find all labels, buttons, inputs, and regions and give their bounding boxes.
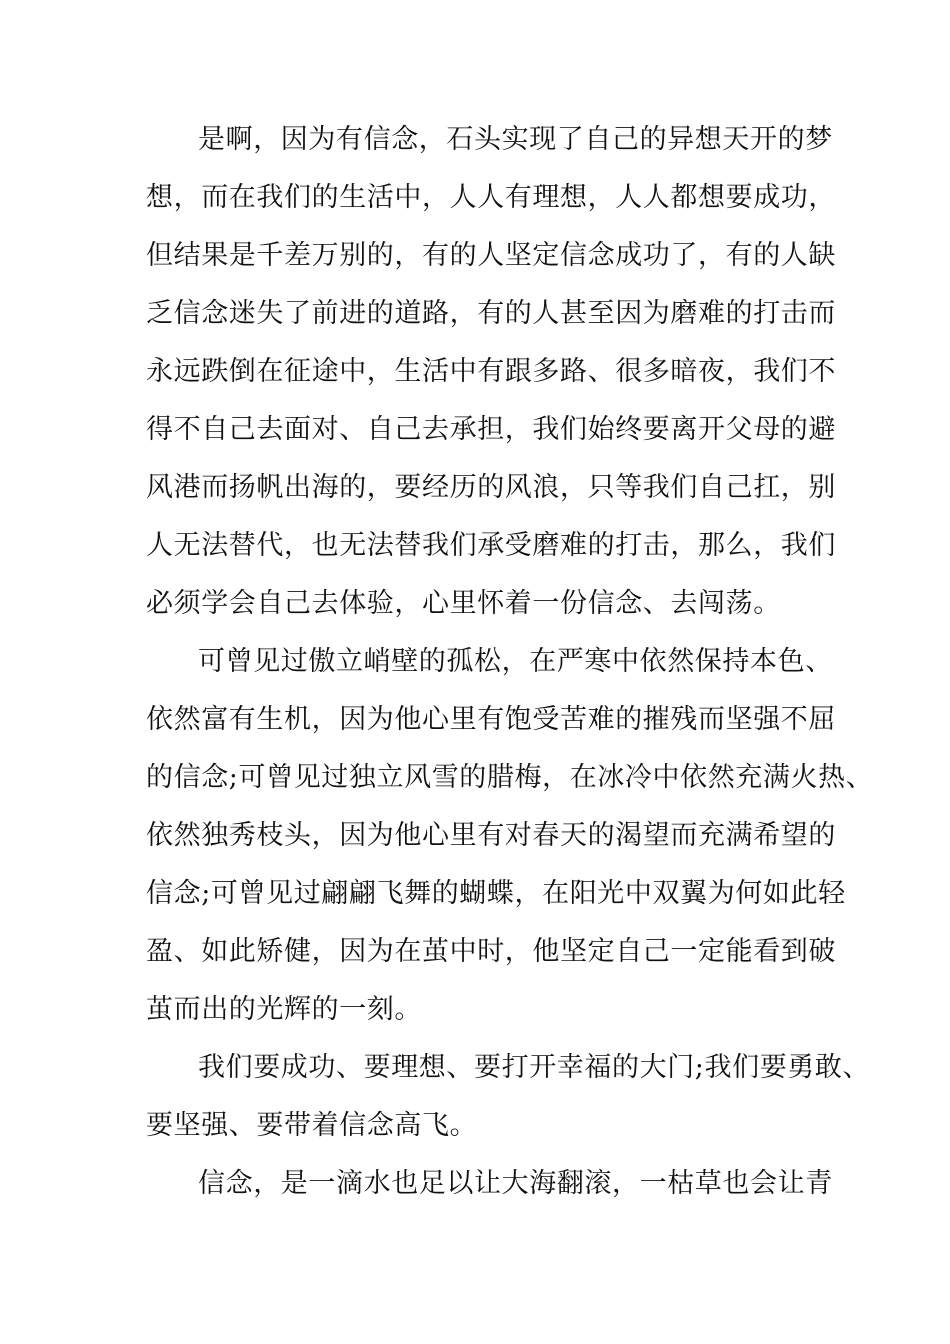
paragraph-4-line-1: 信念，是一滴水也足以让大海翻滚，一枯草也会让青 bbox=[198, 1168, 833, 1199]
paragraph-3-line-2: 要坚强、要带着信念高飞。 bbox=[146, 1110, 478, 1141]
paragraph-1-line-3: 但结果是千差万别的，有的人坚定信念成功了，有的人缺 bbox=[146, 240, 836, 271]
paragraph-1-line-6: 得不自己去面对、自己去承担，我们始终要离开父母的避 bbox=[146, 414, 836, 445]
paragraph-2-line-1: 可曾见过傲立峭壁的孤松，在严寒中依然保持本色、 bbox=[198, 646, 833, 677]
paragraph-2-line-2: 依然富有生机，因为他心里有饱受苦难的摧残而坚强不屈 bbox=[146, 704, 836, 735]
paragraph-1-line-8: 人无法替代，也无法替我们承受磨难的打击，那么，我们 bbox=[146, 530, 836, 561]
paragraph-3-line-1: 我们要成功、要理想、要打开幸福的大门;我们要勇敢、 bbox=[198, 1052, 871, 1083]
paragraph-2-line-5: 信念;可曾见过翩翩飞舞的蝴蝶，在阳光中双翼为何如此轻 bbox=[146, 878, 846, 909]
paragraph-1-line-1: 是啊，因为有信念，石头实现了自己的异想天开的梦 bbox=[198, 124, 833, 155]
paragraph-2-line-3: 的信念;可曾见过独立风雪的腊梅，在冰冷中依然充满火热、 bbox=[146, 762, 874, 793]
paragraph-1-line-9: 必须学会自己去体验，心里怀着一份信念、去闯荡。 bbox=[146, 588, 781, 619]
paragraph-1-line-2: 想，而在我们的生活中，人人有理想，人人都想要成功， bbox=[146, 182, 836, 213]
paragraph-1-line-4: 乏信念迷失了前进的道路，有的人甚至因为磨难的打击而 bbox=[146, 298, 836, 329]
paragraph-2-line-7: 茧而出的光辉的一刻。 bbox=[146, 994, 422, 1025]
paragraph-2-line-4: 依然独秀枝头，因为他心里有对春天的渴望而充满希望的 bbox=[146, 820, 836, 851]
paragraph-1-line-5: 永远跌倒在征途中，生活中有跟多路、很多暗夜，我们不 bbox=[146, 356, 836, 387]
paragraph-1-line-7: 风港而扬帆出海的，要经历的风浪，只等我们自己扛，别 bbox=[146, 472, 836, 503]
paragraph-2-line-6: 盈、如此矫健，因为在茧中时，他坚定自己一定能看到破 bbox=[146, 936, 836, 967]
